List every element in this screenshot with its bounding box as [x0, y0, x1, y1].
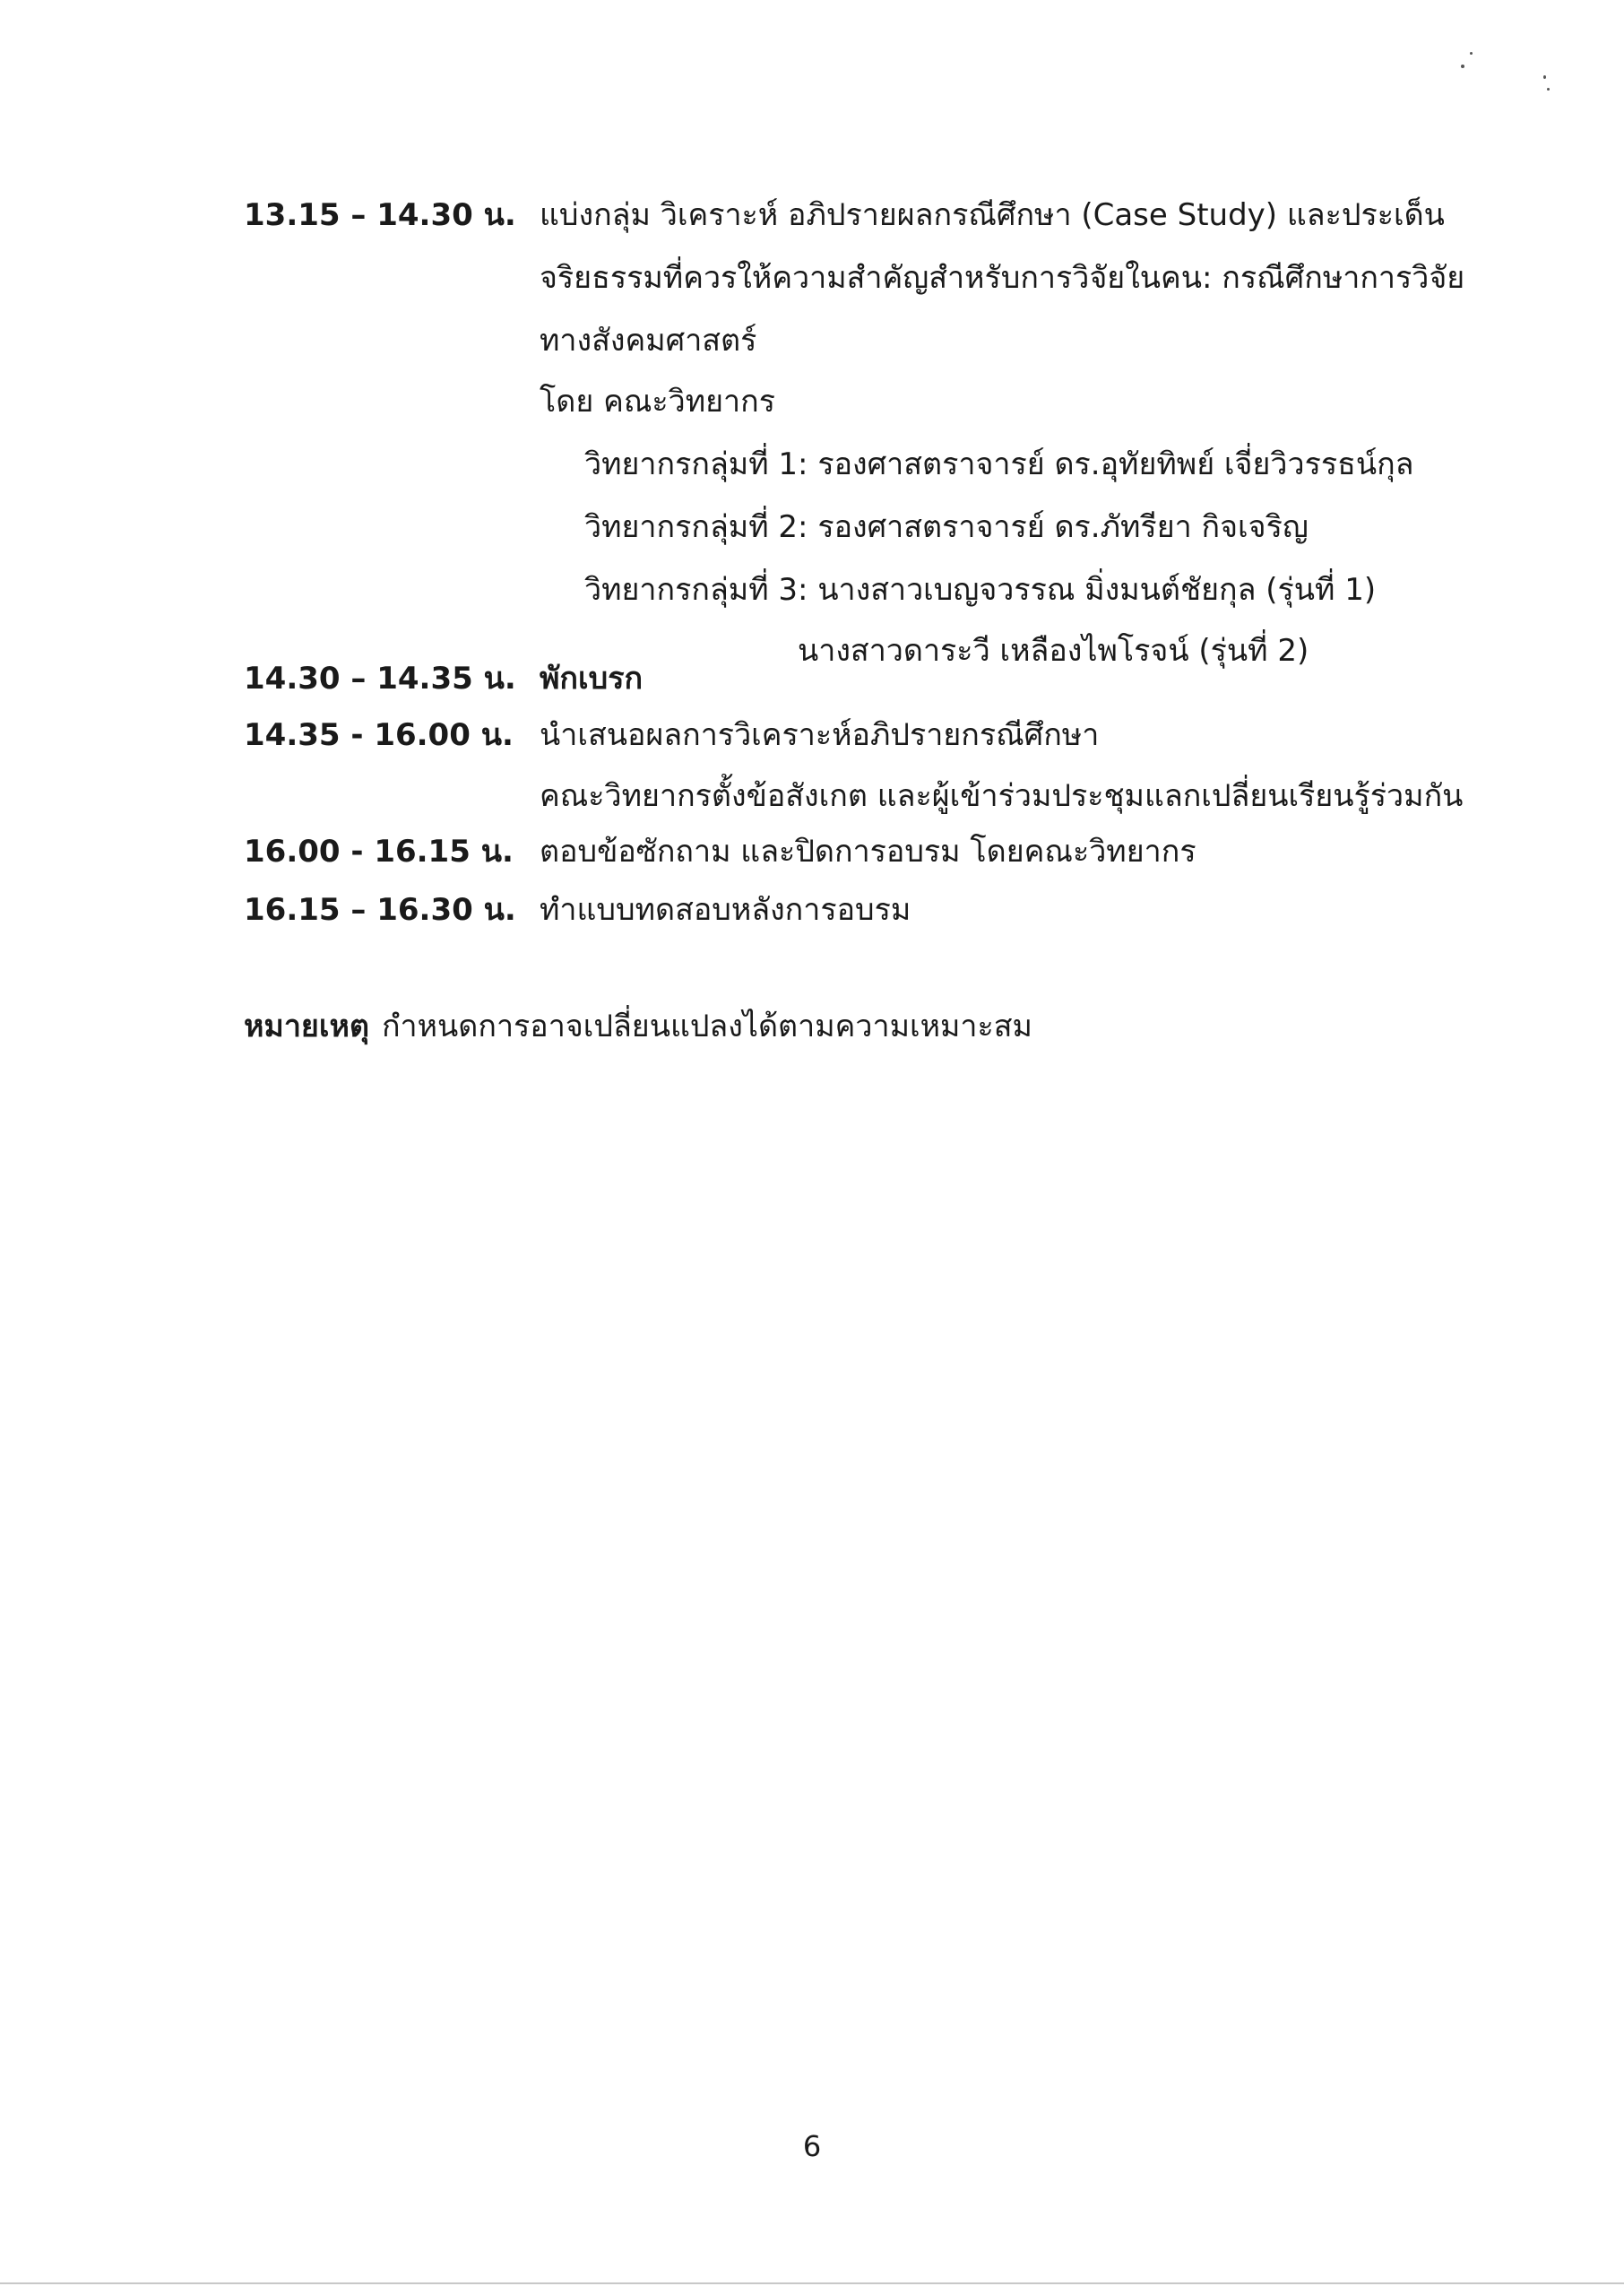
- schedule-description: จริยธรรมที่ควรให้ความสำคัญสำหรับการวิจัยในคน: กรณีศึกษาการวิจัย: [540, 260, 1465, 296]
- schedule-row: [244, 647, 1409, 710]
- speaker-group-2: วิทยากรกลุ่มที่ 2: รองศาสตราจารย์ ดร.ภัทรียา กิจเจริญ: [584, 509, 1309, 545]
- remark-text: กำหนดการอาจเปลี่ยนแปลงได้ตามความเหมาะสม: [381, 1009, 1032, 1044]
- scan-speck: [1547, 88, 1550, 91]
- schedule-description: คณะวิทยากรตั้งข้อสังเกต และผู้เข้าร่วมประชุมแลกเปลี่ยนเรียนรู้ร่วมกัน: [540, 778, 1464, 814]
- speaker-group-1: วิทยากรกลุ่มที่ 1: รองศาสตราจารย์ ดร.อุทัยทิพย์ เจี่ยวิวรรธน์กุล: [584, 446, 1414, 482]
- schedule-description: แบ่งกลุ่ม วิเคราะห์ อภิปรายผลกรณีศึกษา (Case Study) และประเด็น: [540, 197, 1445, 233]
- schedule-description: ตอบข้อซักถาม และปิดการอบรม โดยคณะวิทยากร: [540, 834, 1196, 870]
- speaker-group-3: วิทยากรกลุ่มที่ 3: นางสาวเบญจวรรณ มิ่งมนต์ชัยกุล (รุ่นที่ 1): [584, 572, 1377, 608]
- schedule-description: ทางสังคมศาสตร์: [540, 323, 757, 359]
- scan-speck: [1461, 65, 1464, 68]
- speaker-group-3-alt: นางสาวดาระวี เหลืองไพโรจน์ (รุ่นที่ 2): [798, 633, 1309, 669]
- schedule-description: นำเสนอผลการวิเคราะห์อภิปรายกรณีศึกษา: [540, 717, 1100, 753]
- speaker-intro: โดย คณะวิทยากร: [540, 384, 775, 420]
- remark: [244, 1000, 1032, 1053]
- schedule-time: 14.35 - 16.00 น.: [244, 717, 514, 753]
- schedule-row: [244, 879, 1409, 941]
- schedule-time: 16.00 - 16.15 น.: [244, 834, 514, 870]
- scan-speck: [1543, 75, 1546, 79]
- schedule-description: ทำแบบทดสอบหลังการอบรม: [540, 892, 911, 928]
- remark-label: หมายเหตุ: [244, 1009, 369, 1044]
- schedule-time: 14.30 – 14.35 น.: [244, 661, 516, 697]
- scan-speck: [1470, 52, 1473, 55]
- schedule-row: [244, 184, 1465, 669]
- scan-edge-line: [0, 2282, 1624, 2284]
- schedule-row: [244, 704, 1464, 829]
- page-number: 6: [802, 2129, 822, 2163]
- schedule-time: 16.15 – 16.30 น.: [244, 892, 516, 928]
- schedule-time: 13.15 – 14.30 น.: [244, 197, 516, 233]
- schedule-row: [244, 820, 1409, 883]
- schedule-description: พักเบรก: [540, 661, 644, 697]
